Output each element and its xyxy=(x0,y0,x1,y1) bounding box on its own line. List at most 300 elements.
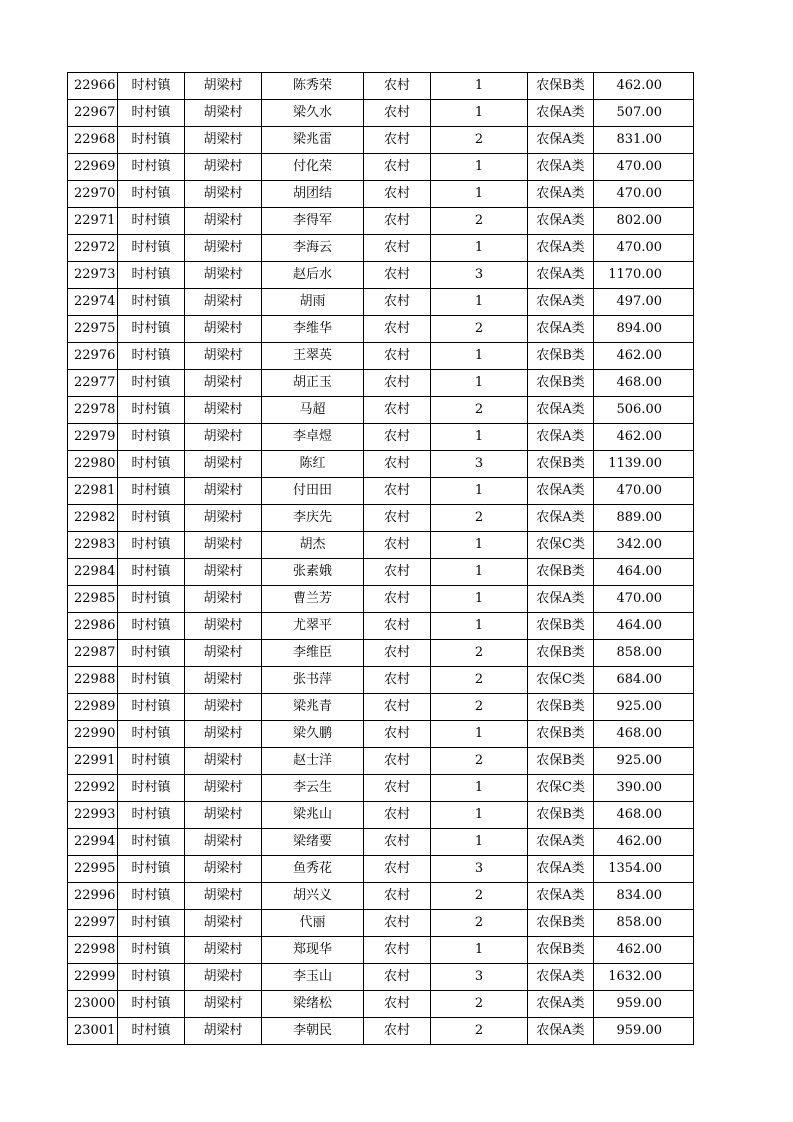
name-cell: 梁久水 xyxy=(262,100,364,127)
town-cell: 时村镇 xyxy=(118,559,185,586)
name-cell: 郑现华 xyxy=(262,937,364,964)
insurance-category-cell: 农保B类 xyxy=(528,748,594,775)
table-row xyxy=(68,532,694,559)
household-type-cell: 农村 xyxy=(364,397,431,424)
village-cell: 胡梁村 xyxy=(185,775,262,802)
town-cell: 时村镇 xyxy=(118,775,185,802)
household-size-cell: 2 xyxy=(431,505,528,532)
town-cell: 时村镇 xyxy=(118,424,185,451)
insurance-category-cell: 农保B类 xyxy=(528,559,594,586)
household-type-cell: 农村 xyxy=(364,478,431,505)
village-cell: 胡梁村 xyxy=(185,640,262,667)
household-size-cell: 3 xyxy=(431,451,528,478)
amount-cell: 894.00 xyxy=(594,316,694,343)
record-number-cell: 22972 xyxy=(68,235,118,262)
household-type-cell: 农村 xyxy=(364,910,431,937)
village-cell: 胡梁村 xyxy=(185,289,262,316)
record-number-cell: 22985 xyxy=(68,586,118,613)
insurance-category-cell: 农保B类 xyxy=(528,343,594,370)
name-cell: 胡团结 xyxy=(262,181,364,208)
insurance-category-cell: 农保B类 xyxy=(528,721,594,748)
amount-cell: 507.00 xyxy=(594,100,694,127)
name-cell: 王翠英 xyxy=(262,343,364,370)
town-cell: 时村镇 xyxy=(118,910,185,937)
amount-cell: 959.00 xyxy=(594,991,694,1018)
household-size-cell: 1 xyxy=(431,829,528,856)
town-cell: 时村镇 xyxy=(118,262,185,289)
table-row xyxy=(68,451,694,478)
household-type-cell: 农村 xyxy=(364,829,431,856)
amount-cell: 506.00 xyxy=(594,397,694,424)
table-row xyxy=(68,694,694,721)
insurance-category-cell: 农保A类 xyxy=(528,316,594,343)
amount-cell: 462.00 xyxy=(594,829,694,856)
table-row xyxy=(68,316,694,343)
name-cell: 梁久鹏 xyxy=(262,721,364,748)
town-cell: 时村镇 xyxy=(118,370,185,397)
village-cell: 胡梁村 xyxy=(185,748,262,775)
household-size-cell: 1 xyxy=(431,721,528,748)
household-size-cell: 1 xyxy=(431,775,528,802)
amount-cell: 1354.00 xyxy=(594,856,694,883)
table-row xyxy=(68,181,694,208)
insurance-category-cell: 农保B类 xyxy=(528,73,594,100)
amount-cell: 462.00 xyxy=(594,73,694,100)
town-cell: 时村镇 xyxy=(118,829,185,856)
insurance-category-cell: 农保C类 xyxy=(528,667,594,694)
household-type-cell: 农村 xyxy=(364,613,431,640)
village-cell: 胡梁村 xyxy=(185,721,262,748)
amount-cell: 390.00 xyxy=(594,775,694,802)
amount-cell: 959.00 xyxy=(594,1018,694,1045)
table-row xyxy=(68,343,694,370)
town-cell: 时村镇 xyxy=(118,694,185,721)
record-number-cell: 22987 xyxy=(68,640,118,667)
household-size-cell: 1 xyxy=(431,289,528,316)
name-cell: 李得军 xyxy=(262,208,364,235)
household-size-cell: 2 xyxy=(431,694,528,721)
amount-cell: 684.00 xyxy=(594,667,694,694)
insurance-category-cell: 农保A类 xyxy=(528,424,594,451)
record-number-cell: 22980 xyxy=(68,451,118,478)
household-size-cell: 1 xyxy=(431,613,528,640)
roster-body xyxy=(68,73,694,1045)
table-row xyxy=(68,559,694,586)
household-size-cell: 1 xyxy=(431,424,528,451)
record-number-cell: 22968 xyxy=(68,127,118,154)
table-row xyxy=(68,937,694,964)
amount-cell: 925.00 xyxy=(594,694,694,721)
amount-cell: 462.00 xyxy=(594,343,694,370)
record-number-cell: 22977 xyxy=(68,370,118,397)
record-number-cell: 23001 xyxy=(68,1018,118,1045)
record-number-cell: 22986 xyxy=(68,613,118,640)
table-row xyxy=(68,586,694,613)
household-size-cell: 1 xyxy=(431,478,528,505)
name-cell: 曹兰芳 xyxy=(262,586,364,613)
household-size-cell: 1 xyxy=(431,154,528,181)
amount-cell: 1139.00 xyxy=(594,451,694,478)
town-cell: 时村镇 xyxy=(118,640,185,667)
name-cell: 付田田 xyxy=(262,478,364,505)
table-row xyxy=(68,505,694,532)
household-type-cell: 农村 xyxy=(364,559,431,586)
insurance-category-cell: 农保A类 xyxy=(528,289,594,316)
name-cell: 马超 xyxy=(262,397,364,424)
amount-cell: 464.00 xyxy=(594,613,694,640)
village-cell: 胡梁村 xyxy=(185,910,262,937)
name-cell: 代丽 xyxy=(262,910,364,937)
record-number-cell: 22990 xyxy=(68,721,118,748)
household-size-cell: 2 xyxy=(431,1018,528,1045)
name-cell: 鱼秀花 xyxy=(262,856,364,883)
household-size-cell: 1 xyxy=(431,937,528,964)
household-size-cell: 2 xyxy=(431,640,528,667)
town-cell: 时村镇 xyxy=(118,100,185,127)
village-cell: 胡梁村 xyxy=(185,127,262,154)
town-cell: 时村镇 xyxy=(118,856,185,883)
insurance-category-cell: 农保B类 xyxy=(528,451,594,478)
household-type-cell: 农村 xyxy=(364,748,431,775)
town-cell: 时村镇 xyxy=(118,397,185,424)
record-number-cell: 22991 xyxy=(68,748,118,775)
town-cell: 时村镇 xyxy=(118,991,185,1018)
name-cell: 胡杰 xyxy=(262,532,364,559)
table-row xyxy=(68,856,694,883)
village-cell: 胡梁村 xyxy=(185,316,262,343)
household-size-cell: 1 xyxy=(431,802,528,829)
table-row xyxy=(68,370,694,397)
name-cell: 赵后水 xyxy=(262,262,364,289)
record-number-cell: 22967 xyxy=(68,100,118,127)
amount-cell: 470.00 xyxy=(594,478,694,505)
household-type-cell: 农村 xyxy=(364,802,431,829)
insurance-category-cell: 农保C类 xyxy=(528,532,594,559)
record-number-cell: 22984 xyxy=(68,559,118,586)
insurance-category-cell: 农保A类 xyxy=(528,235,594,262)
table-row xyxy=(68,910,694,937)
insurance-category-cell: 农保A类 xyxy=(528,883,594,910)
village-cell: 胡梁村 xyxy=(185,397,262,424)
household-type-cell: 农村 xyxy=(364,532,431,559)
table-row xyxy=(68,208,694,235)
table-row xyxy=(68,829,694,856)
record-number-cell: 22994 xyxy=(68,829,118,856)
household-type-cell: 农村 xyxy=(364,586,431,613)
village-cell: 胡梁村 xyxy=(185,586,262,613)
village-cell: 胡梁村 xyxy=(185,829,262,856)
amount-cell: 831.00 xyxy=(594,127,694,154)
household-type-cell: 农村 xyxy=(364,1018,431,1045)
town-cell: 时村镇 xyxy=(118,235,185,262)
name-cell: 张素娥 xyxy=(262,559,364,586)
insurance-category-cell: 农保B类 xyxy=(528,937,594,964)
village-cell: 胡梁村 xyxy=(185,559,262,586)
village-cell: 胡梁村 xyxy=(185,478,262,505)
household-type-cell: 农村 xyxy=(364,424,431,451)
name-cell: 尤翠平 xyxy=(262,613,364,640)
amount-cell: 462.00 xyxy=(594,424,694,451)
insurance-category-cell: 农保B类 xyxy=(528,694,594,721)
household-type-cell: 农村 xyxy=(364,856,431,883)
village-cell: 胡梁村 xyxy=(185,1018,262,1045)
village-cell: 胡梁村 xyxy=(185,343,262,370)
amount-cell: 470.00 xyxy=(594,154,694,181)
household-size-cell: 2 xyxy=(431,316,528,343)
town-cell: 时村镇 xyxy=(118,532,185,559)
town-cell: 时村镇 xyxy=(118,748,185,775)
household-size-cell: 2 xyxy=(431,910,528,937)
village-cell: 胡梁村 xyxy=(185,73,262,100)
household-size-cell: 3 xyxy=(431,262,528,289)
name-cell: 梁绪要 xyxy=(262,829,364,856)
name-cell: 胡雨 xyxy=(262,289,364,316)
table-row xyxy=(68,127,694,154)
insurance-category-cell: 农保B类 xyxy=(528,613,594,640)
insurance-category-cell: 农保A类 xyxy=(528,100,594,127)
record-number-cell: 22978 xyxy=(68,397,118,424)
record-number-cell: 22982 xyxy=(68,505,118,532)
table-row xyxy=(68,73,694,100)
name-cell: 梁兆青 xyxy=(262,694,364,721)
name-cell: 李维华 xyxy=(262,316,364,343)
amount-cell: 468.00 xyxy=(594,802,694,829)
name-cell: 梁兆山 xyxy=(262,802,364,829)
name-cell: 赵士洋 xyxy=(262,748,364,775)
name-cell: 胡正玉 xyxy=(262,370,364,397)
record-number-cell: 22992 xyxy=(68,775,118,802)
insurance-category-cell: 农保A类 xyxy=(528,964,594,991)
village-cell: 胡梁村 xyxy=(185,667,262,694)
household-size-cell: 1 xyxy=(431,181,528,208)
household-type-cell: 农村 xyxy=(364,721,431,748)
household-size-cell: 1 xyxy=(431,100,528,127)
table-row xyxy=(68,964,694,991)
insurance-category-cell: 农保A类 xyxy=(528,829,594,856)
village-cell: 胡梁村 xyxy=(185,100,262,127)
household-size-cell: 1 xyxy=(431,586,528,613)
amount-cell: 468.00 xyxy=(594,721,694,748)
household-type-cell: 农村 xyxy=(364,991,431,1018)
record-number-cell: 22970 xyxy=(68,181,118,208)
household-type-cell: 农村 xyxy=(364,505,431,532)
table-row xyxy=(68,802,694,829)
village-cell: 胡梁村 xyxy=(185,208,262,235)
table-row xyxy=(68,721,694,748)
record-number-cell: 22973 xyxy=(68,262,118,289)
amount-cell: 470.00 xyxy=(594,181,694,208)
household-type-cell: 农村 xyxy=(364,343,431,370)
insurance-category-cell: 农保A类 xyxy=(528,262,594,289)
town-cell: 时村镇 xyxy=(118,73,185,100)
village-cell: 胡梁村 xyxy=(185,613,262,640)
village-cell: 胡梁村 xyxy=(185,181,262,208)
record-number-cell: 22996 xyxy=(68,883,118,910)
town-cell: 时村镇 xyxy=(118,478,185,505)
name-cell: 李维臣 xyxy=(262,640,364,667)
insurance-category-cell: 农保A类 xyxy=(528,586,594,613)
record-number-cell: 22998 xyxy=(68,937,118,964)
record-number-cell: 22988 xyxy=(68,667,118,694)
record-number-cell: 22989 xyxy=(68,694,118,721)
insurance-category-cell: 农保A类 xyxy=(528,856,594,883)
name-cell: 陈红 xyxy=(262,451,364,478)
amount-cell: 889.00 xyxy=(594,505,694,532)
insurance-category-cell: 农保A类 xyxy=(528,505,594,532)
village-cell: 胡梁村 xyxy=(185,802,262,829)
amount-cell: 470.00 xyxy=(594,235,694,262)
record-number-cell: 22983 xyxy=(68,532,118,559)
town-cell: 时村镇 xyxy=(118,343,185,370)
table-row xyxy=(68,775,694,802)
town-cell: 时村镇 xyxy=(118,181,185,208)
table-row xyxy=(68,235,694,262)
insurance-category-cell: 农保A类 xyxy=(528,127,594,154)
table-row xyxy=(68,748,694,775)
village-cell: 胡梁村 xyxy=(185,532,262,559)
village-cell: 胡梁村 xyxy=(185,991,262,1018)
village-cell: 胡梁村 xyxy=(185,505,262,532)
amount-cell: 1170.00 xyxy=(594,262,694,289)
household-size-cell: 1 xyxy=(431,370,528,397)
record-number-cell: 22997 xyxy=(68,910,118,937)
village-cell: 胡梁村 xyxy=(185,424,262,451)
amount-cell: 834.00 xyxy=(594,883,694,910)
name-cell: 李玉山 xyxy=(262,964,364,991)
record-number-cell: 22969 xyxy=(68,154,118,181)
town-cell: 时村镇 xyxy=(118,154,185,181)
town-cell: 时村镇 xyxy=(118,289,185,316)
household-type-cell: 农村 xyxy=(364,100,431,127)
household-type-cell: 农村 xyxy=(364,127,431,154)
household-size-cell: 2 xyxy=(431,127,528,154)
town-cell: 时村镇 xyxy=(118,667,185,694)
insurance-category-cell: 农保A类 xyxy=(528,397,594,424)
village-cell: 胡梁村 xyxy=(185,262,262,289)
village-cell: 胡梁村 xyxy=(185,235,262,262)
record-number-cell: 22979 xyxy=(68,424,118,451)
household-type-cell: 农村 xyxy=(364,667,431,694)
household-type-cell: 农村 xyxy=(364,370,431,397)
table-row xyxy=(68,991,694,1018)
household-size-cell: 1 xyxy=(431,559,528,586)
name-cell: 李云生 xyxy=(262,775,364,802)
household-type-cell: 农村 xyxy=(364,73,431,100)
insurance-category-cell: 农保B类 xyxy=(528,802,594,829)
table-row xyxy=(68,424,694,451)
town-cell: 时村镇 xyxy=(118,451,185,478)
amount-cell: 470.00 xyxy=(594,586,694,613)
record-number-cell: 22975 xyxy=(68,316,118,343)
amount-cell: 858.00 xyxy=(594,640,694,667)
amount-cell: 1632.00 xyxy=(594,964,694,991)
table-row xyxy=(68,667,694,694)
name-cell: 梁绪松 xyxy=(262,991,364,1018)
name-cell: 张书萍 xyxy=(262,667,364,694)
household-size-cell: 1 xyxy=(431,343,528,370)
table-row xyxy=(68,262,694,289)
household-size-cell: 2 xyxy=(431,208,528,235)
household-size-cell: 1 xyxy=(431,73,528,100)
name-cell: 付化荣 xyxy=(262,154,364,181)
insurance-category-cell: 农保A类 xyxy=(528,478,594,505)
record-number-cell: 22993 xyxy=(68,802,118,829)
amount-cell: 858.00 xyxy=(594,910,694,937)
name-cell: 李海云 xyxy=(262,235,364,262)
village-cell: 胡梁村 xyxy=(185,451,262,478)
record-number-cell: 22981 xyxy=(68,478,118,505)
table-row xyxy=(68,397,694,424)
record-number-cell: 22966 xyxy=(68,73,118,100)
household-type-cell: 农村 xyxy=(364,883,431,910)
table-row xyxy=(68,478,694,505)
town-cell: 时村镇 xyxy=(118,505,185,532)
table-row xyxy=(68,1018,694,1045)
amount-cell: 464.00 xyxy=(594,559,694,586)
village-cell: 胡梁村 xyxy=(185,694,262,721)
village-cell: 胡梁村 xyxy=(185,154,262,181)
name-cell: 陈秀荣 xyxy=(262,73,364,100)
town-cell: 时村镇 xyxy=(118,127,185,154)
insurance-category-cell: 农保B类 xyxy=(528,370,594,397)
insurance-category-cell: 农保A类 xyxy=(528,154,594,181)
town-cell: 时村镇 xyxy=(118,586,185,613)
town-cell: 时村镇 xyxy=(118,613,185,640)
household-type-cell: 农村 xyxy=(364,775,431,802)
town-cell: 时村镇 xyxy=(118,802,185,829)
household-type-cell: 农村 xyxy=(364,640,431,667)
name-cell: 李庆先 xyxy=(262,505,364,532)
household-type-cell: 农村 xyxy=(364,154,431,181)
insurance-category-cell: 农保A类 xyxy=(528,181,594,208)
town-cell: 时村镇 xyxy=(118,721,185,748)
household-type-cell: 农村 xyxy=(364,262,431,289)
table-row xyxy=(68,640,694,667)
town-cell: 时村镇 xyxy=(118,316,185,343)
amount-cell: 802.00 xyxy=(594,208,694,235)
record-number-cell: 22974 xyxy=(68,289,118,316)
town-cell: 时村镇 xyxy=(118,964,185,991)
village-cell: 胡梁村 xyxy=(185,883,262,910)
household-type-cell: 农村 xyxy=(364,181,431,208)
household-size-cell: 2 xyxy=(431,667,528,694)
insurance-category-cell: 农保A类 xyxy=(528,1018,594,1045)
household-size-cell: 1 xyxy=(431,235,528,262)
household-size-cell: 3 xyxy=(431,964,528,991)
table-row xyxy=(68,289,694,316)
name-cell: 李朝民 xyxy=(262,1018,364,1045)
household-size-cell: 1 xyxy=(431,532,528,559)
insurance-category-cell: 农保B类 xyxy=(528,640,594,667)
name-cell: 胡兴义 xyxy=(262,883,364,910)
insurance-category-cell: 农保A类 xyxy=(528,208,594,235)
household-type-cell: 农村 xyxy=(364,235,431,262)
table-row xyxy=(68,883,694,910)
household-type-cell: 农村 xyxy=(364,451,431,478)
table-row xyxy=(68,154,694,181)
household-size-cell: 2 xyxy=(431,397,528,424)
household-size-cell: 2 xyxy=(431,748,528,775)
household-size-cell: 2 xyxy=(431,991,528,1018)
household-size-cell: 2 xyxy=(431,883,528,910)
record-number-cell: 22999 xyxy=(68,964,118,991)
village-cell: 胡梁村 xyxy=(185,964,262,991)
household-type-cell: 农村 xyxy=(364,964,431,991)
record-number-cell: 22976 xyxy=(68,343,118,370)
household-type-cell: 农村 xyxy=(364,208,431,235)
record-number-cell: 22971 xyxy=(68,208,118,235)
town-cell: 时村镇 xyxy=(118,208,185,235)
